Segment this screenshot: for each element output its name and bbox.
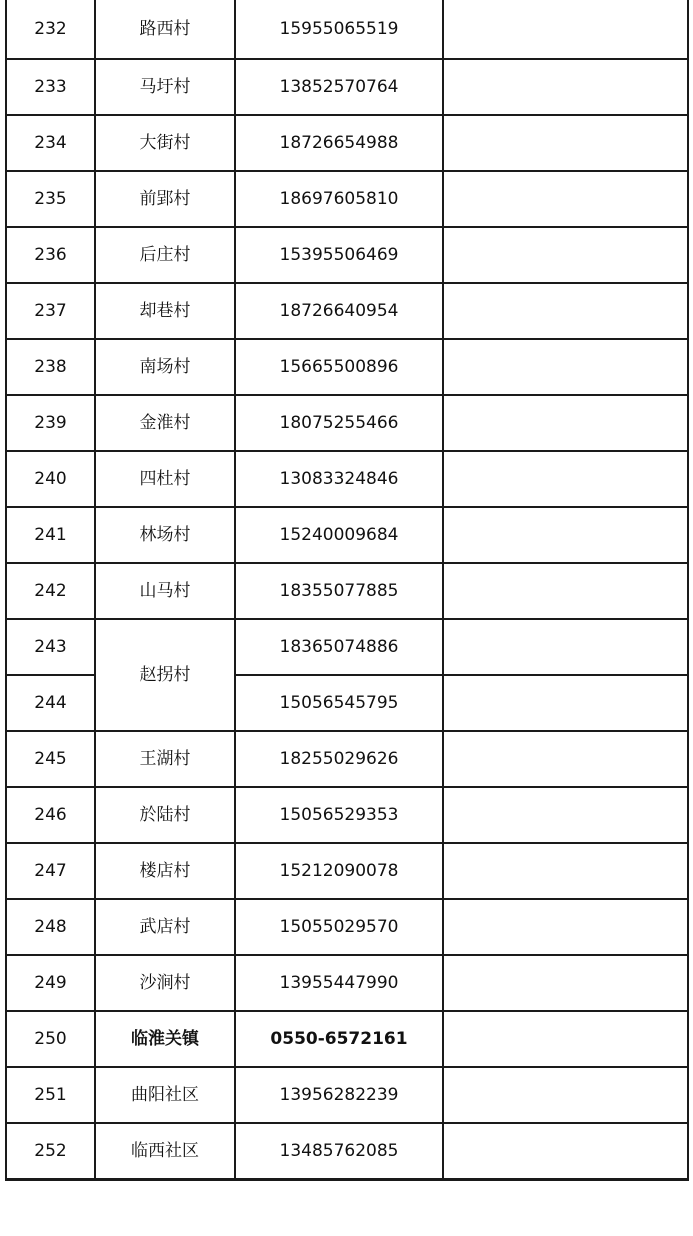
row-number: 233 [6,59,95,115]
row-number: 246 [6,787,95,843]
village-name: 南场村 [95,339,235,395]
row-number: 232 [6,0,95,59]
note-cell [443,115,688,171]
village-name: 於陆村 [95,787,235,843]
note-cell [443,59,688,115]
table-row [6,339,688,395]
village-name: 赵拐村 [95,619,235,731]
table-row [6,899,688,955]
village-name: 前郢村 [95,171,235,227]
table-row [6,227,688,283]
note-cell [443,1067,688,1123]
village-name: 临西社区 [95,1123,235,1180]
note-cell [443,843,688,899]
phone-number: 13956282239 [235,1067,443,1123]
row-number: 236 [6,227,95,283]
note-cell [443,227,688,283]
table-row [6,115,688,171]
table-row [6,787,688,843]
village-name: 楼店村 [95,843,235,899]
phone-number: 18697605810 [235,171,443,227]
note-cell [443,1123,688,1180]
row-number: 242 [6,563,95,619]
note-cell [443,1011,688,1067]
row-number: 237 [6,283,95,339]
row-number: 245 [6,731,95,787]
village-name: 金淮村 [95,395,235,451]
table-row [6,395,688,451]
table-row [6,507,688,563]
phone-number: 13852570764 [235,59,443,115]
table-row [6,0,688,59]
table-row [6,619,688,675]
village-name: 武店村 [95,899,235,955]
table-row [6,283,688,339]
row-number: 239 [6,395,95,451]
row-number: 247 [6,843,95,899]
note-cell [443,787,688,843]
contact-table [5,0,689,1181]
table-row [6,731,688,787]
phone-number: 18255029626 [235,731,443,787]
table-row [6,171,688,227]
note-cell [443,899,688,955]
phone-number: 13083324846 [235,451,443,507]
town-name: 临淮关镇 [95,1011,235,1067]
note-cell [443,507,688,563]
phone-number: 13485762085 [235,1123,443,1180]
table-row [6,451,688,507]
phone-number: 18075255466 [235,395,443,451]
row-number: 252 [6,1123,95,1180]
table-row [6,955,688,1011]
phone-number: 15665500896 [235,339,443,395]
village-name: 后庄村 [95,227,235,283]
phone-number: 15056545795 [235,675,443,731]
phone-number: 15055029570 [235,899,443,955]
row-number: 234 [6,115,95,171]
note-cell [443,955,688,1011]
row-number: 240 [6,451,95,507]
row-number: 243 [6,619,95,675]
row-number: 238 [6,339,95,395]
town-phone-number: 0550-6572161 [235,1011,443,1067]
row-number: 249 [6,955,95,1011]
village-name: 王湖村 [95,731,235,787]
row-number: 251 [6,1067,95,1123]
phone-number: 18726640954 [235,283,443,339]
table-row [6,1067,688,1123]
table-row [6,843,688,899]
village-name: 四杜村 [95,451,235,507]
row-number: 235 [6,171,95,227]
table-row [6,563,688,619]
table-row [6,1123,688,1180]
note-cell [443,171,688,227]
phone-number: 15240009684 [235,507,443,563]
note-cell [443,283,688,339]
note-cell [443,451,688,507]
village-name: 马圩村 [95,59,235,115]
village-name: 林场村 [95,507,235,563]
phone-number: 15395506469 [235,227,443,283]
village-name: 山马村 [95,563,235,619]
row-number: 250 [6,1011,95,1067]
note-cell [443,395,688,451]
phone-number: 13955447990 [235,955,443,1011]
phone-number: 18355077885 [235,563,443,619]
note-cell [443,675,688,731]
note-cell [443,0,688,59]
row-number: 248 [6,899,95,955]
phone-number: 15056529353 [235,787,443,843]
phone-number: 15955065519 [235,0,443,59]
village-name: 路西村 [95,0,235,59]
note-cell [443,619,688,675]
note-cell [443,339,688,395]
table-row [6,1011,688,1067]
village-name: 沙涧村 [95,955,235,1011]
village-name: 却巷村 [95,283,235,339]
row-number: 241 [6,507,95,563]
phone-number: 18365074886 [235,619,443,675]
village-name: 曲阳社区 [95,1067,235,1123]
village-name: 大街村 [95,115,235,171]
note-cell [443,731,688,787]
table-row [6,59,688,115]
row-number: 244 [6,675,95,731]
note-cell [443,563,688,619]
phone-number: 18726654988 [235,115,443,171]
phone-number: 15212090078 [235,843,443,899]
